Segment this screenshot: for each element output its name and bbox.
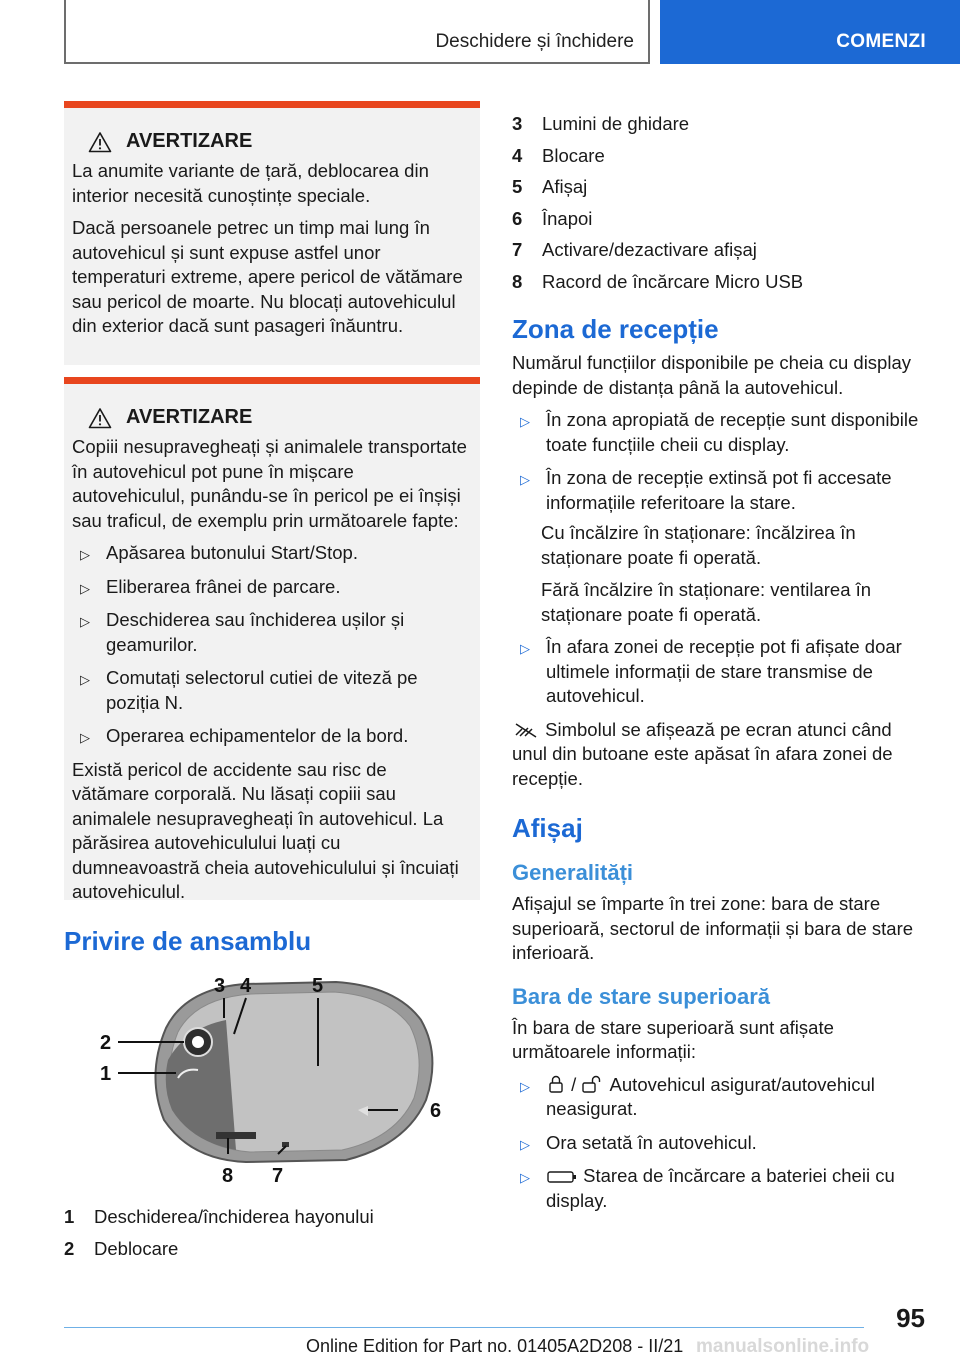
bullet-triangle-icon: ▷	[80, 614, 90, 629]
list-item: ▷ Apăsarea butonului Start/Stop.	[72, 541, 468, 566]
lock-closed-icon	[546, 1074, 566, 1094]
bullet-triangle-icon: ▷	[80, 730, 90, 745]
bullet-triangle-icon: ▷	[520, 1170, 530, 1185]
bullet-triangle-icon: ▷	[80, 672, 90, 687]
list-item: 8 Racord de încărcare Micro USB	[512, 270, 804, 292]
list-item: ▷ În zona de recepție extinsă pot fi accesate informațiile referitoare la stare.	[520, 467, 892, 513]
list-item: ▷ / Autovehicul asigurat/autovehicul neasigurat.	[520, 1073, 875, 1119]
right-column	[512, 112, 928, 1222]
warning-title: AVERTIZARE	[126, 406, 253, 428]
reception-intro: Numărul funcțiilor disponibile pe cheia cu display depinde de distanța până la autovehicul.	[512, 352, 911, 398]
list-item: ▷ Deschiderea sau închiderea ușilor și geamurilor.	[80, 609, 405, 655]
callout-3: 3	[214, 975, 226, 997]
slash: /	[571, 1073, 577, 1095]
callout-6: 6	[430, 1100, 442, 1122]
list-item: ▷ Eliberarea frânei de parcare.	[72, 575, 468, 600]
bullet-triangle-icon: ▷	[80, 547, 90, 562]
warning-outro: Există pericol de accidente sau risc de vătămare corporală. Nu lăsați copiii sau animalele nesupravegheați în autovehicul. La părăsirea autovehiculului luați cu dumneavoastră cheia autovehiculului și încuiați autovehiculul.	[72, 758, 459, 902]
footer-divider	[64, 1327, 864, 1328]
list-item: ▷ Starea de încărcare a bateriei cheii cu display.	[520, 1165, 895, 1211]
out-of-range-signal-icon	[512, 721, 540, 739]
list-item: ▷ Comutați selectorul cutiei de viteză pe poziția N.	[80, 667, 418, 713]
top-bar-intro: În bara de stare superioară sunt afișate următoarele informații:	[512, 1016, 834, 1062]
sub-paragraph: Cu încălzire în staționare: încălzirea în staționare poate fi operată.	[541, 522, 856, 568]
warning-box-1	[64, 101, 480, 365]
battery-icon	[546, 1169, 578, 1185]
bullet-triangle-icon: ▷	[520, 414, 530, 429]
warning-title: AVERTIZARE	[126, 130, 253, 152]
callout-2: 2	[100, 1032, 112, 1054]
symbol-note: Simbolul se afișează pe ecran atunci când unul din butoane este apăsat în afara zonei de recepție.	[512, 718, 893, 789]
section-title: COMENZI	[836, 31, 926, 52]
callout-1: 1	[100, 1063, 112, 1085]
list-item: 7 Activare/dezactivare afișaj	[512, 239, 757, 260]
bullet-triangle-icon: ▷	[80, 580, 90, 596]
list-item: ▷ Ora setată în autovehicul.	[512, 1131, 928, 1156]
list-item: 4 Blocare	[512, 144, 605, 166]
warning-paragraph: La anumite variante de țară, deblocarea din interior necesită cunoștințe speciale.	[72, 160, 429, 206]
callout-4: 4	[240, 975, 252, 997]
top-bar-heading: Bara de stare superioară	[512, 983, 771, 1009]
display-heading: Afișaj	[512, 813, 583, 843]
warning-triangle-icon	[88, 131, 112, 153]
warning-heading-2	[88, 406, 468, 429]
reception-heading: Zona de recepție	[512, 314, 719, 344]
bullet-triangle-icon: ▷	[520, 472, 530, 487]
warning-triangle-icon	[88, 407, 112, 429]
callout-8: 8	[222, 1165, 234, 1187]
overview-heading: Privire de ansamblu	[64, 926, 312, 956]
bullet-triangle-icon: ▷	[520, 1078, 530, 1094]
header-section-box	[660, 0, 960, 64]
list-item: 2 Deblocare	[64, 1237, 179, 1259]
list-item: 5 Afișaj	[512, 176, 588, 197]
list-item: 1 Deschiderea/închiderea hayonului	[64, 1206, 374, 1227]
page-number: 95	[896, 1303, 925, 1333]
list-item: 3 Lumini de ghidare	[512, 113, 690, 134]
warning-heading-1	[88, 130, 468, 153]
list-item: ▷ În zona apropiată de recepție sunt disponibile toate funcțiile cheii cu display.	[520, 409, 919, 455]
sub-paragraph: Fără încălzire în staționare: ventilarea în staționare poate fi operată.	[541, 579, 872, 625]
header-chapter-box	[64, 0, 650, 64]
warning-box-2	[64, 377, 480, 900]
footer-edition: Online Edition for Part no. 01405A2D208 - II/21	[306, 1336, 684, 1356]
callout-7: 7	[272, 1165, 284, 1187]
list-item: 6 Înapoi	[512, 207, 593, 229]
footer-watermark: manualsonline.info	[696, 1336, 870, 1357]
callout-5: 5	[312, 975, 324, 997]
key-illustration	[96, 970, 456, 1192]
parts-list-left	[64, 1205, 480, 1268]
list-item: ▷ În afara zonei de recepție pot fi afișate doar ultimele informații de stare transmise de autovehicul.	[520, 636, 902, 706]
warning-intro: Copiii nesupravegheați și animalele transportate în autovehicul pot pune în mișcare autovehiculul, punându-se în pericol pe ei înșiși sau traficul, de exemplu prin următoarele fapte:	[72, 436, 467, 531]
list-item: ▷ Operarea echipamentelor de la bord.	[72, 724, 468, 749]
lock-open-icon	[581, 1074, 605, 1094]
general-heading: Generalități	[512, 860, 634, 885]
bullet-triangle-icon: ▷	[520, 641, 530, 656]
parts-list-right	[512, 112, 928, 294]
chapter-title: Deschidere și închidere	[435, 31, 634, 52]
general-text: Afișajul se împarte în trei zone: bara de stare superioară, sectorul de informații și bara de stare inferioară.	[512, 893, 914, 963]
warning-paragraph: Dacă persoanele petrec un timp mai lung în autovehicul și sunt expuse astfel unor temperaturi extreme, apere pericol de vătămare sau pericol de moarte. Nu blocați autovehiculul din exterior dacă sunt pasageri înăuntru.	[72, 217, 463, 336]
bullet-triangle-icon: ▷	[520, 1136, 530, 1152]
